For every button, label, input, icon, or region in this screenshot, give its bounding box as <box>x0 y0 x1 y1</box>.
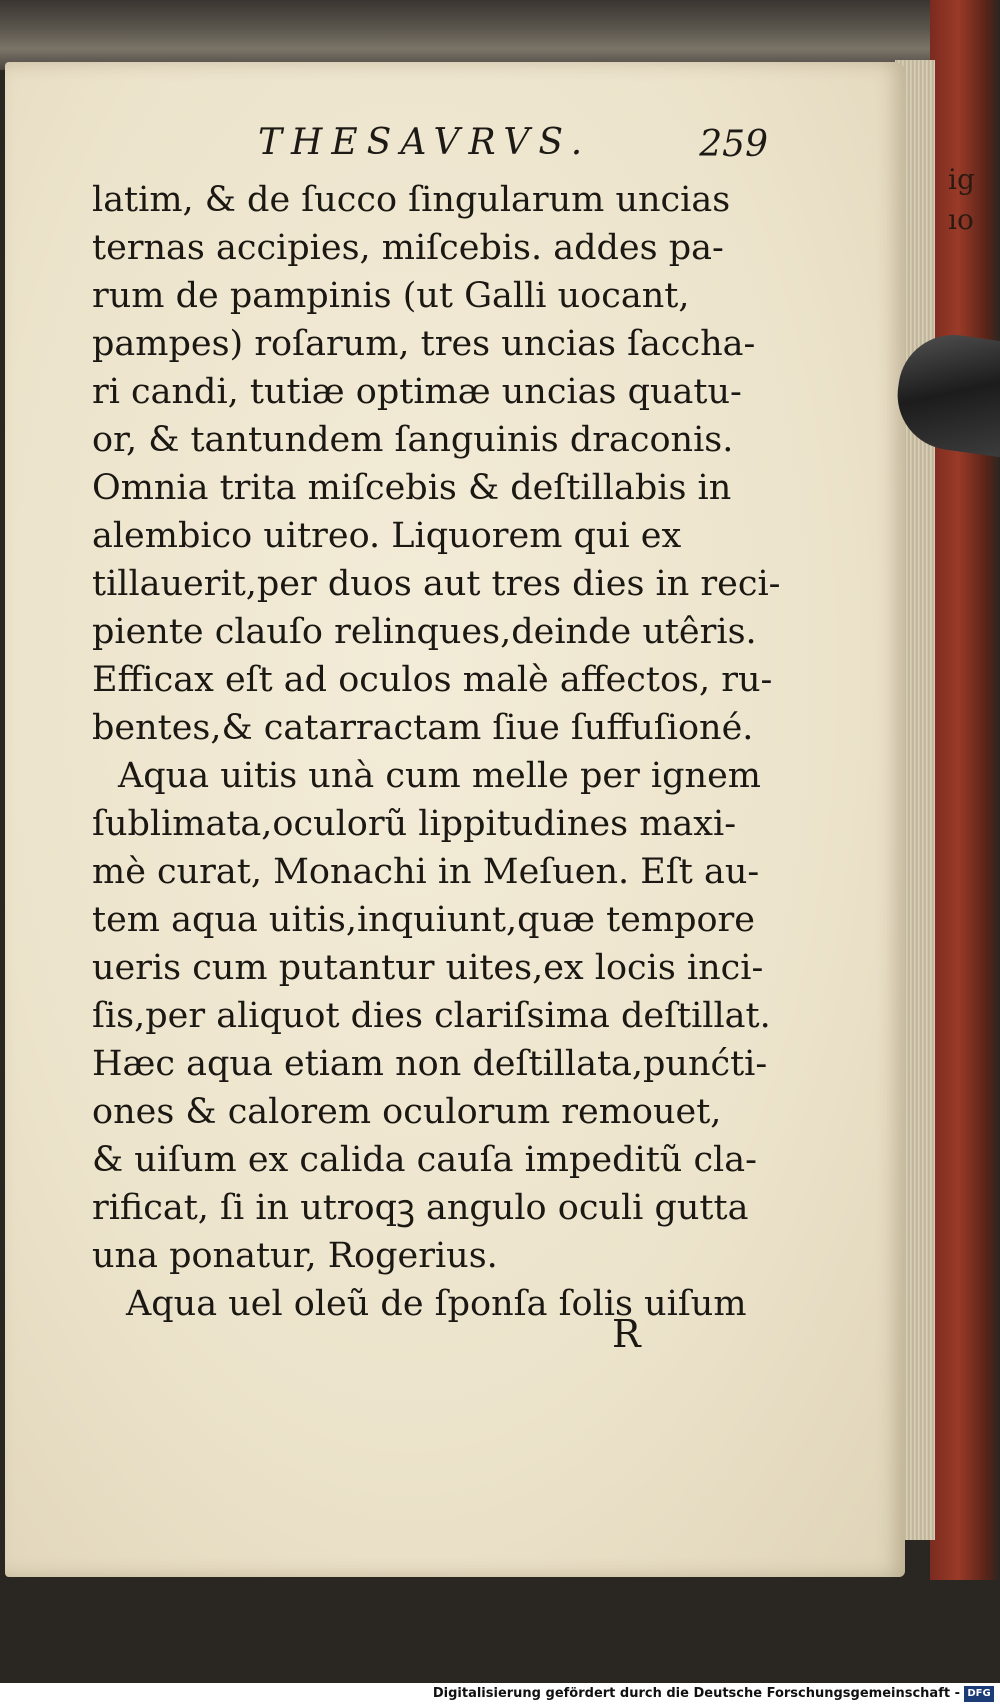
text-line: ones & calorem oculorum remouet, <box>92 1092 722 1132</box>
digitization-footer <box>0 1683 1000 1705</box>
text-line: or, & tantundem ſanguinis draconis. <box>92 420 734 460</box>
paragraph-start-line: Aqua uitis unà cum melle per ignem <box>118 756 761 796</box>
body-text <box>92 176 781 1328</box>
paragraph-start-line: Aqua uel oleũ de ſponſa ſolis uiſum <box>126 1284 747 1324</box>
text-line: ſublimata,oculorũ lippitudines maxi- <box>92 804 737 844</box>
text-line: piente clauſo relinques,deinde utêris. <box>92 612 757 652</box>
text-line: Hæc aqua etiam non deſtillata,punćti- <box>92 1044 768 1084</box>
signature-mark: R <box>612 1312 641 1356</box>
edge-fragment-line: ig <box>948 163 975 196</box>
text-line: Omnia trita miſcebis & deſtillabis in <box>92 468 732 508</box>
text-line: ſis,per aliquot dies clariſsima deſtillat. <box>92 996 771 1036</box>
text-line: & uiſum ex calida cauſa impeditũ cla- <box>92 1140 757 1180</box>
text-line: rum de pampinis (ut Galli uocant, <box>92 276 690 316</box>
text-line: tem aqua uitis,inquiunt,quæ tempore <box>92 900 755 940</box>
footer-credit: Digitalisierung gefördert durch die Deutsche Forschungsgemeinschaft - <box>432 1686 960 1701</box>
running-title: THESAVRVS. <box>258 122 592 163</box>
text-line: alembico uitreo. Liquorem qui ex <box>92 516 682 556</box>
text-line: rificat, ſi in utroqꝫ angulo oculi gutta <box>92 1188 749 1228</box>
text-line: latim, & de ſucco ſingularum uncias <box>92 180 731 220</box>
dfg-logo: DFG <box>964 1686 994 1702</box>
edge-fragment-line: ıo <box>948 203 974 236</box>
page-number: 259 <box>699 124 768 165</box>
text-line: una ponatur, Rogerius. <box>92 1236 498 1276</box>
text-line: Efficax eſt ad oculos malè affectos, ru- <box>92 660 773 700</box>
book-top-edge <box>0 0 940 70</box>
text-line: bentes,& catarractam ſiue ſuffuſioné. <box>92 708 754 748</box>
text-line: pampes) roſarum, tres uncias ſaccha- <box>92 324 756 364</box>
text-line: mè curat, Monachi in Meſuen. Eſt au- <box>92 852 760 892</box>
text-line: ueris cum putantur uites,ex locis inci- <box>92 948 764 988</box>
text-line: tillauerit,per duos aut tres dies in reci- <box>92 564 781 604</box>
text-line: ternas accipies, miſcebis. addes pa- <box>92 228 724 268</box>
text-line: ri candi, tutiæ optimæ uncias quatu- <box>92 372 742 412</box>
adjacent-page-fragment <box>948 160 988 240</box>
page-header <box>258 122 768 172</box>
